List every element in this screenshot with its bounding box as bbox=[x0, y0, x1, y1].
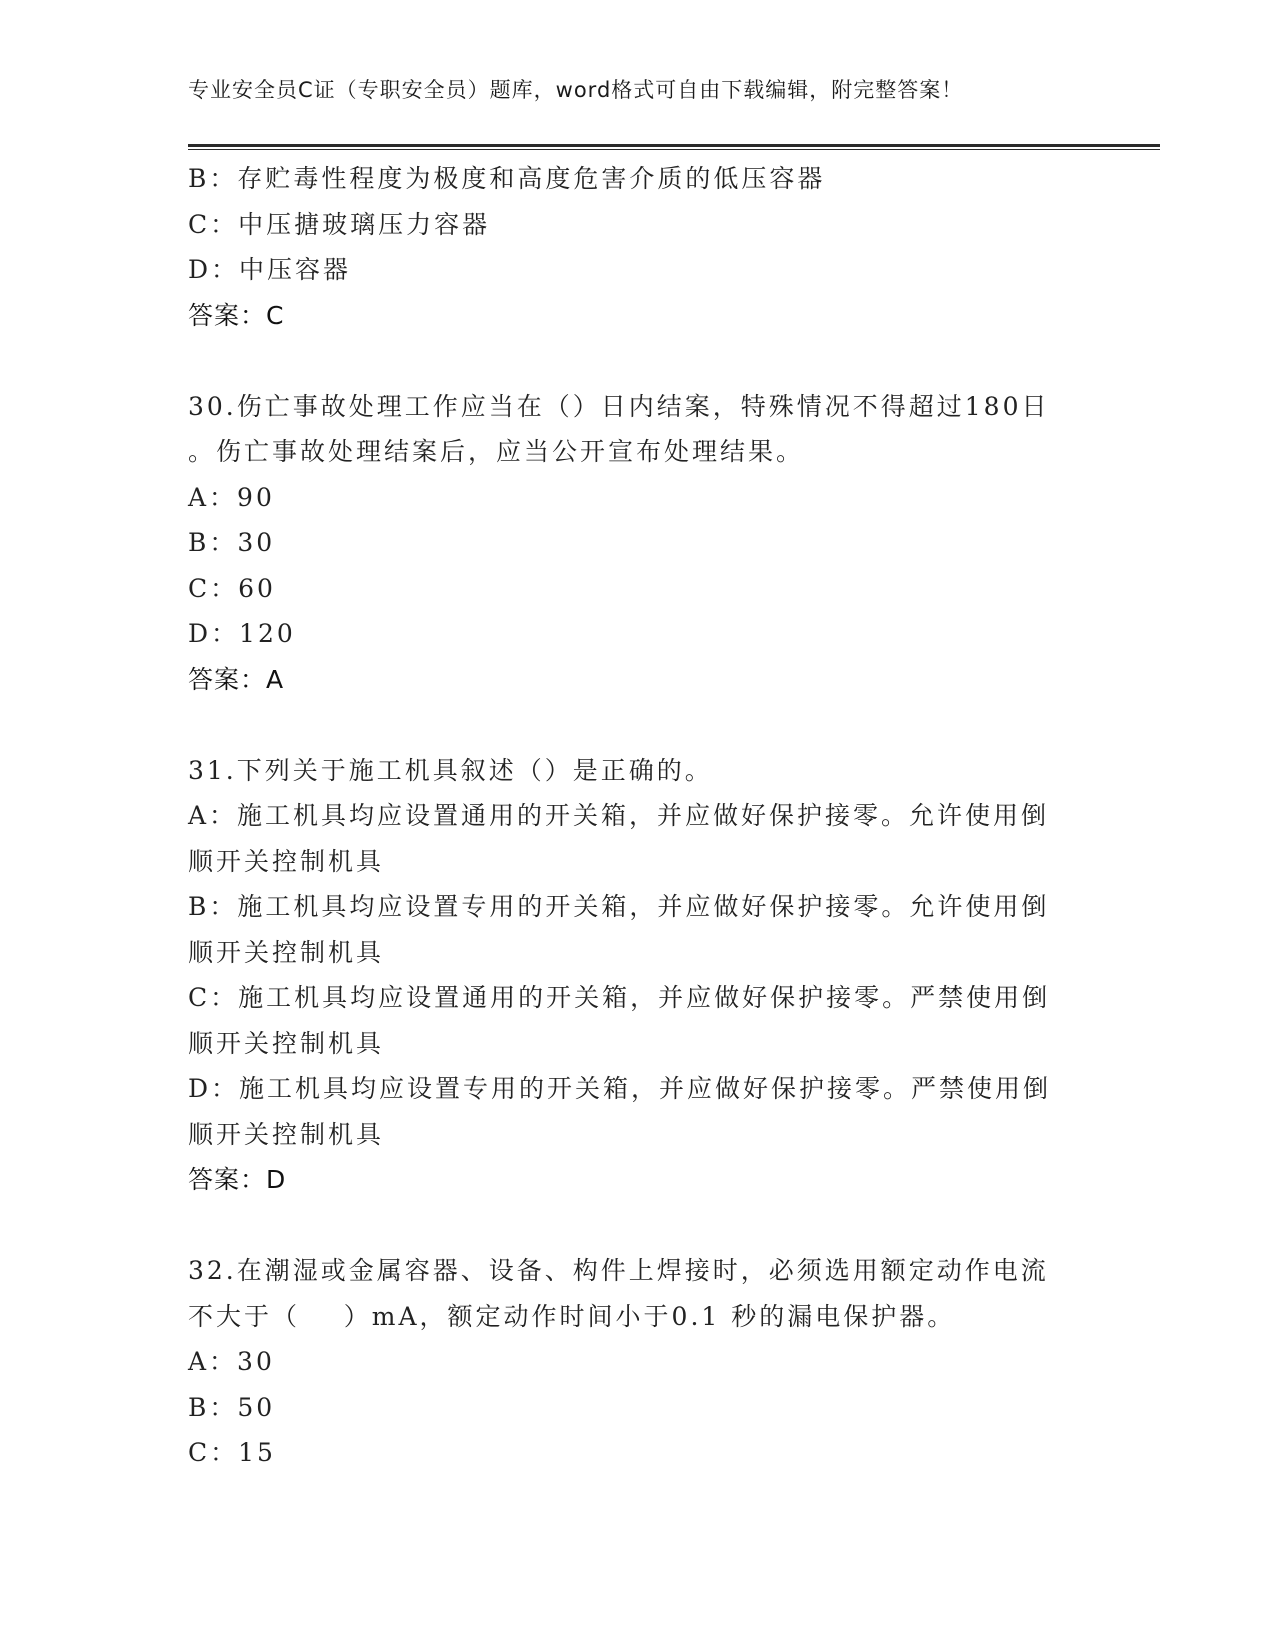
option-b: B：50 bbox=[188, 1392, 276, 1422]
question-30 bbox=[188, 384, 1088, 703]
option-a: A：施工机具均应设置通用的开关箱，并应做好保护接零。允许使用倒 bbox=[188, 801, 1050, 830]
option-b-cont: 顺开关控制机具 bbox=[188, 937, 385, 967]
option-b: B：存贮毒性程度为极度和高度危害介质的低压容器 bbox=[188, 164, 826, 193]
option-c: C：施工机具均应设置通用的开关箱，并应做好保护接零。严禁使用倒 bbox=[188, 983, 1051, 1012]
option-c: C：15 bbox=[188, 1438, 276, 1467]
option-c: C：中压搪玻璃压力容器 bbox=[188, 209, 491, 239]
question-stem: 32.在潮湿或金属容器、设备、构件上焊接时，必须选用额定动作电流 bbox=[188, 1256, 1049, 1285]
page-header: 专业安全员C证（专职安全员）题库，word格式可自由下载编辑，附完整答案！ bbox=[188, 78, 964, 102]
option-c: C：60 bbox=[188, 573, 276, 603]
option-a-cont: 顺开关控制机具 bbox=[188, 846, 385, 876]
option-c-cont: 顺开关控制机具 bbox=[188, 1028, 385, 1058]
document-body bbox=[188, 156, 1088, 1476]
question-stem: 31.下列关于施工机具叙述（）是正确的。 bbox=[188, 755, 713, 785]
question-stem: 30.伤亡事故处理工作应当在（）日内结案，特殊情况不得超过180日 bbox=[188, 391, 1050, 421]
question-31 bbox=[188, 748, 1088, 1203]
option-a: A：30 bbox=[188, 1347, 275, 1376]
question-32 bbox=[188, 1248, 1088, 1476]
option-d: D：中压容器 bbox=[188, 255, 352, 284]
option-d-cont: 顺开关控制机具 bbox=[188, 1119, 385, 1149]
header-rule-thin bbox=[188, 149, 1160, 150]
option-d: D：施工机具均应设置专用的开关箱，并应做好保护接零。严禁使用倒 bbox=[188, 1074, 1052, 1103]
answer-line: 答案：A bbox=[188, 664, 285, 694]
question-29-tail bbox=[188, 156, 1088, 338]
option-b: B：施工机具均应设置专用的开关箱，并应做好保护接零。允许使用倒 bbox=[188, 892, 1050, 921]
header-rule-thick bbox=[188, 144, 1160, 147]
option-d: D：120 bbox=[188, 619, 296, 648]
question-stem-cont: 。伤亡事故处理结案后，应当公开宣布处理结果。 bbox=[188, 437, 805, 466]
option-b: B：30 bbox=[188, 528, 276, 557]
answer-line: 答案：C bbox=[188, 300, 285, 330]
answer-line: 答案：D bbox=[188, 1165, 287, 1194]
option-a: A：90 bbox=[188, 482, 275, 512]
question-stem-cont: 不大于（ ）mA，额定动作时间小于0.1 秒的漏电保护器。 bbox=[188, 1301, 956, 1331]
